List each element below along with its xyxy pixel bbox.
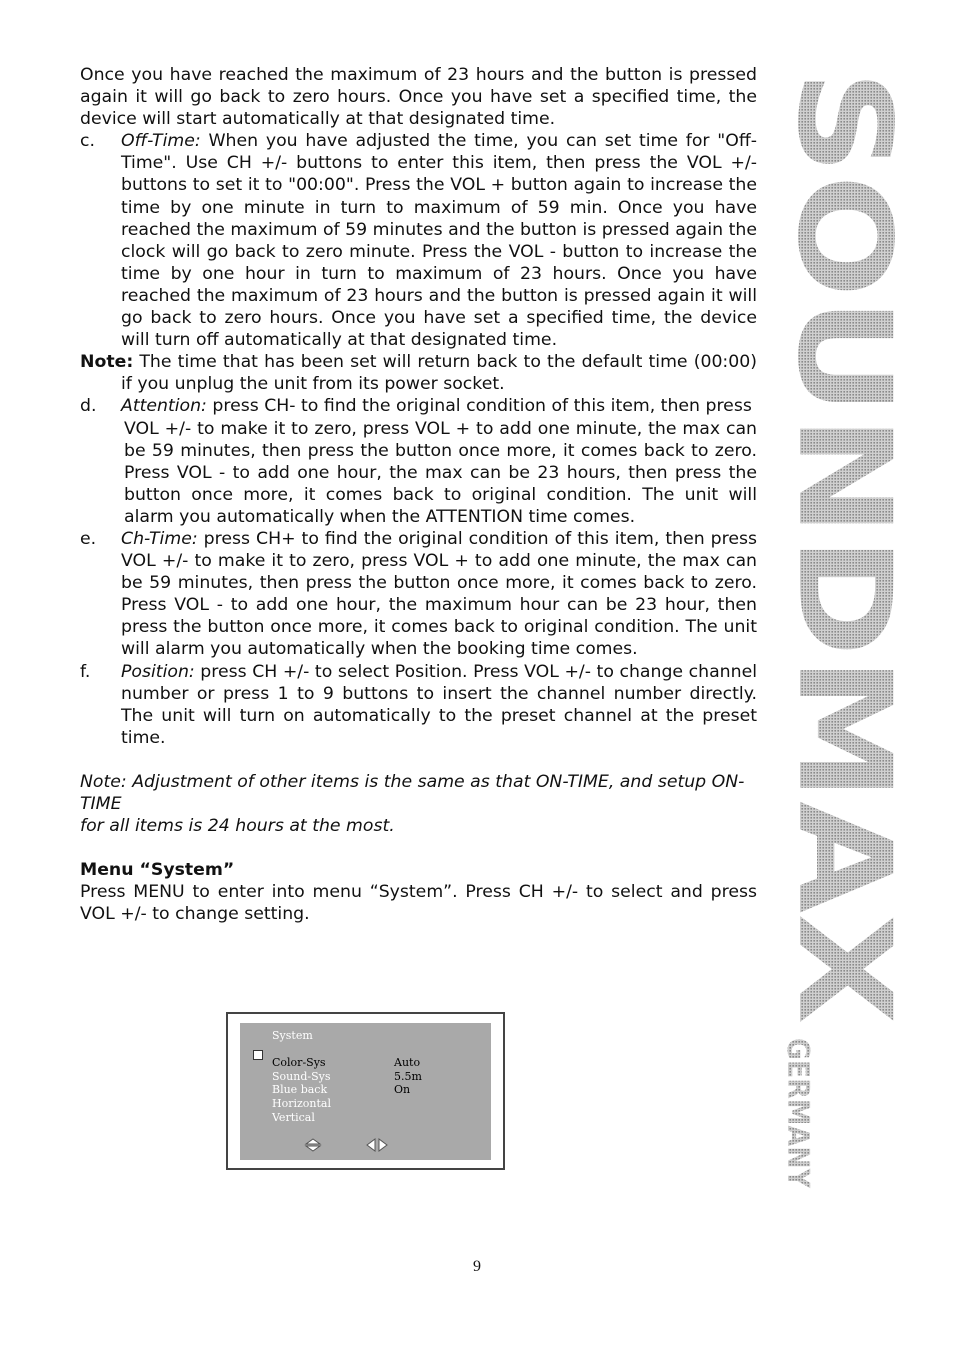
page-body xyxy=(80,64,757,925)
osd-row xyxy=(272,1111,422,1125)
osd-title: System xyxy=(272,1029,313,1042)
item-text: press CH+ to find the original condition of this item, then press VOL +/- to make it to zero, press VOL + to add one minute, the max can be 59 minutes, then press the button once more, it comes back to zero. Press VOL - to add one hour, the maximum hour can be 23 hour, then press the button once more, it comes back to original condition. The unit will alarm you automatically when the booking time comes. xyxy=(121,528,757,660)
left-right-arrows-icon xyxy=(366,1138,388,1152)
osd-row-label: Sound-Sys xyxy=(272,1069,331,1083)
list-item-position xyxy=(80,661,757,749)
list-marker: c. xyxy=(80,131,95,152)
item-term: Off-Time: xyxy=(121,131,201,152)
italic-note-line-1: Note: Adjustment of other items is the same as that ON-TIME, and setup ON-TIME xyxy=(80,771,745,814)
list-item-off-time xyxy=(80,130,757,351)
list-marker: f. xyxy=(80,661,91,682)
osd-screenshot xyxy=(226,1012,505,1170)
osd-row-value: On xyxy=(394,1083,411,1097)
osd-screen xyxy=(240,1023,491,1160)
osd-row-label: Blue back xyxy=(272,1083,328,1097)
up-down-arrows-icon xyxy=(304,1138,322,1152)
item-term: Attention: xyxy=(121,396,207,417)
item-text: press CH +/- to select Position. Press VOL +/- to change channel number or press 1 to 9 buttons to insert the channel number directly. The unit will turn on automatically to the preset channel at the preset time. xyxy=(121,661,757,748)
osd-row-value: 5.5m xyxy=(394,1069,422,1083)
soundmax-germany-logo xyxy=(769,70,918,1207)
section-heading: Menu “System” xyxy=(80,860,235,881)
note-label: Note: xyxy=(80,352,134,373)
logo-wordmark: SOUNDMAX xyxy=(769,70,918,914)
osd-row-label: Vertical xyxy=(272,1110,315,1124)
osd-row-value: Auto xyxy=(394,1056,421,1069)
osd-menu xyxy=(272,1056,422,1124)
osd-row-label: Horizontal xyxy=(272,1097,331,1111)
intro-paragraph: Once you have reached the maximum of 23 hours and the button is pressed again it will go back to zero hours. Once you have set a specified time, the device will start automatically at that designated time. xyxy=(80,65,757,130)
item-term: Ch-Time: xyxy=(121,528,198,549)
list-item-attention xyxy=(80,395,757,528)
note-text: The time that has been set will return back to the default time (00:00) if you unplug the unit from its power socket. xyxy=(121,352,757,395)
item-term: Position: xyxy=(121,661,195,682)
italic-note-line-2: for all items is 24 hours at the most. xyxy=(80,816,395,837)
item-continuation: VOL +/- to make it to zero, press VOL + to add one minute, the max can be 59 minutes, then press the button once more, it comes back to zero. Press VOL - to add one hour, the max can be 23 hours, then press the button once more, it comes back to original condition. The unit will alarm you automatically when the ATTENTION time comes. xyxy=(124,418,757,527)
section-text: Press MENU to enter into menu “System”. Press CH +/- to select and press VOL +/- to change setting. xyxy=(80,882,757,925)
list-marker: d. xyxy=(80,396,97,417)
logo-subtitle: GERMANY xyxy=(780,1038,815,1207)
osd-row xyxy=(272,1056,422,1070)
cursor-box-icon xyxy=(253,1050,263,1060)
osd-row xyxy=(272,1070,422,1084)
list-item-ch-time xyxy=(80,528,757,661)
osd-row xyxy=(272,1083,422,1097)
list-marker: e. xyxy=(80,528,97,549)
osd-row xyxy=(272,1097,422,1111)
item-text: When you have adjusted the time, you can set time for "Off-Time". Use CH +/- buttons to enter this item, then press the VOL +/- buttons to set it to "00:00". Press the VOL + button again to increase the time by one minute in turn to maximum of 59 min. Once you have reached the maximum of 59 minutes and the button is pressed again the clock will go back to zero minute. Press the VOL - button to increase the time by one hour in turn to maximum of 23 hours. Once you have reached the maximum of 23 hours and the button is pressed again it will go back to zero hours. Once you have set a specified time, the device will turn off automatically at that designated time. xyxy=(121,131,757,351)
item-text: press CH- to find the original condition of this item, then press xyxy=(206,396,752,417)
osd-row-label: Color-Sys xyxy=(272,1056,326,1069)
note-paragraph xyxy=(80,351,757,395)
page-number: 9 xyxy=(473,1258,481,1275)
